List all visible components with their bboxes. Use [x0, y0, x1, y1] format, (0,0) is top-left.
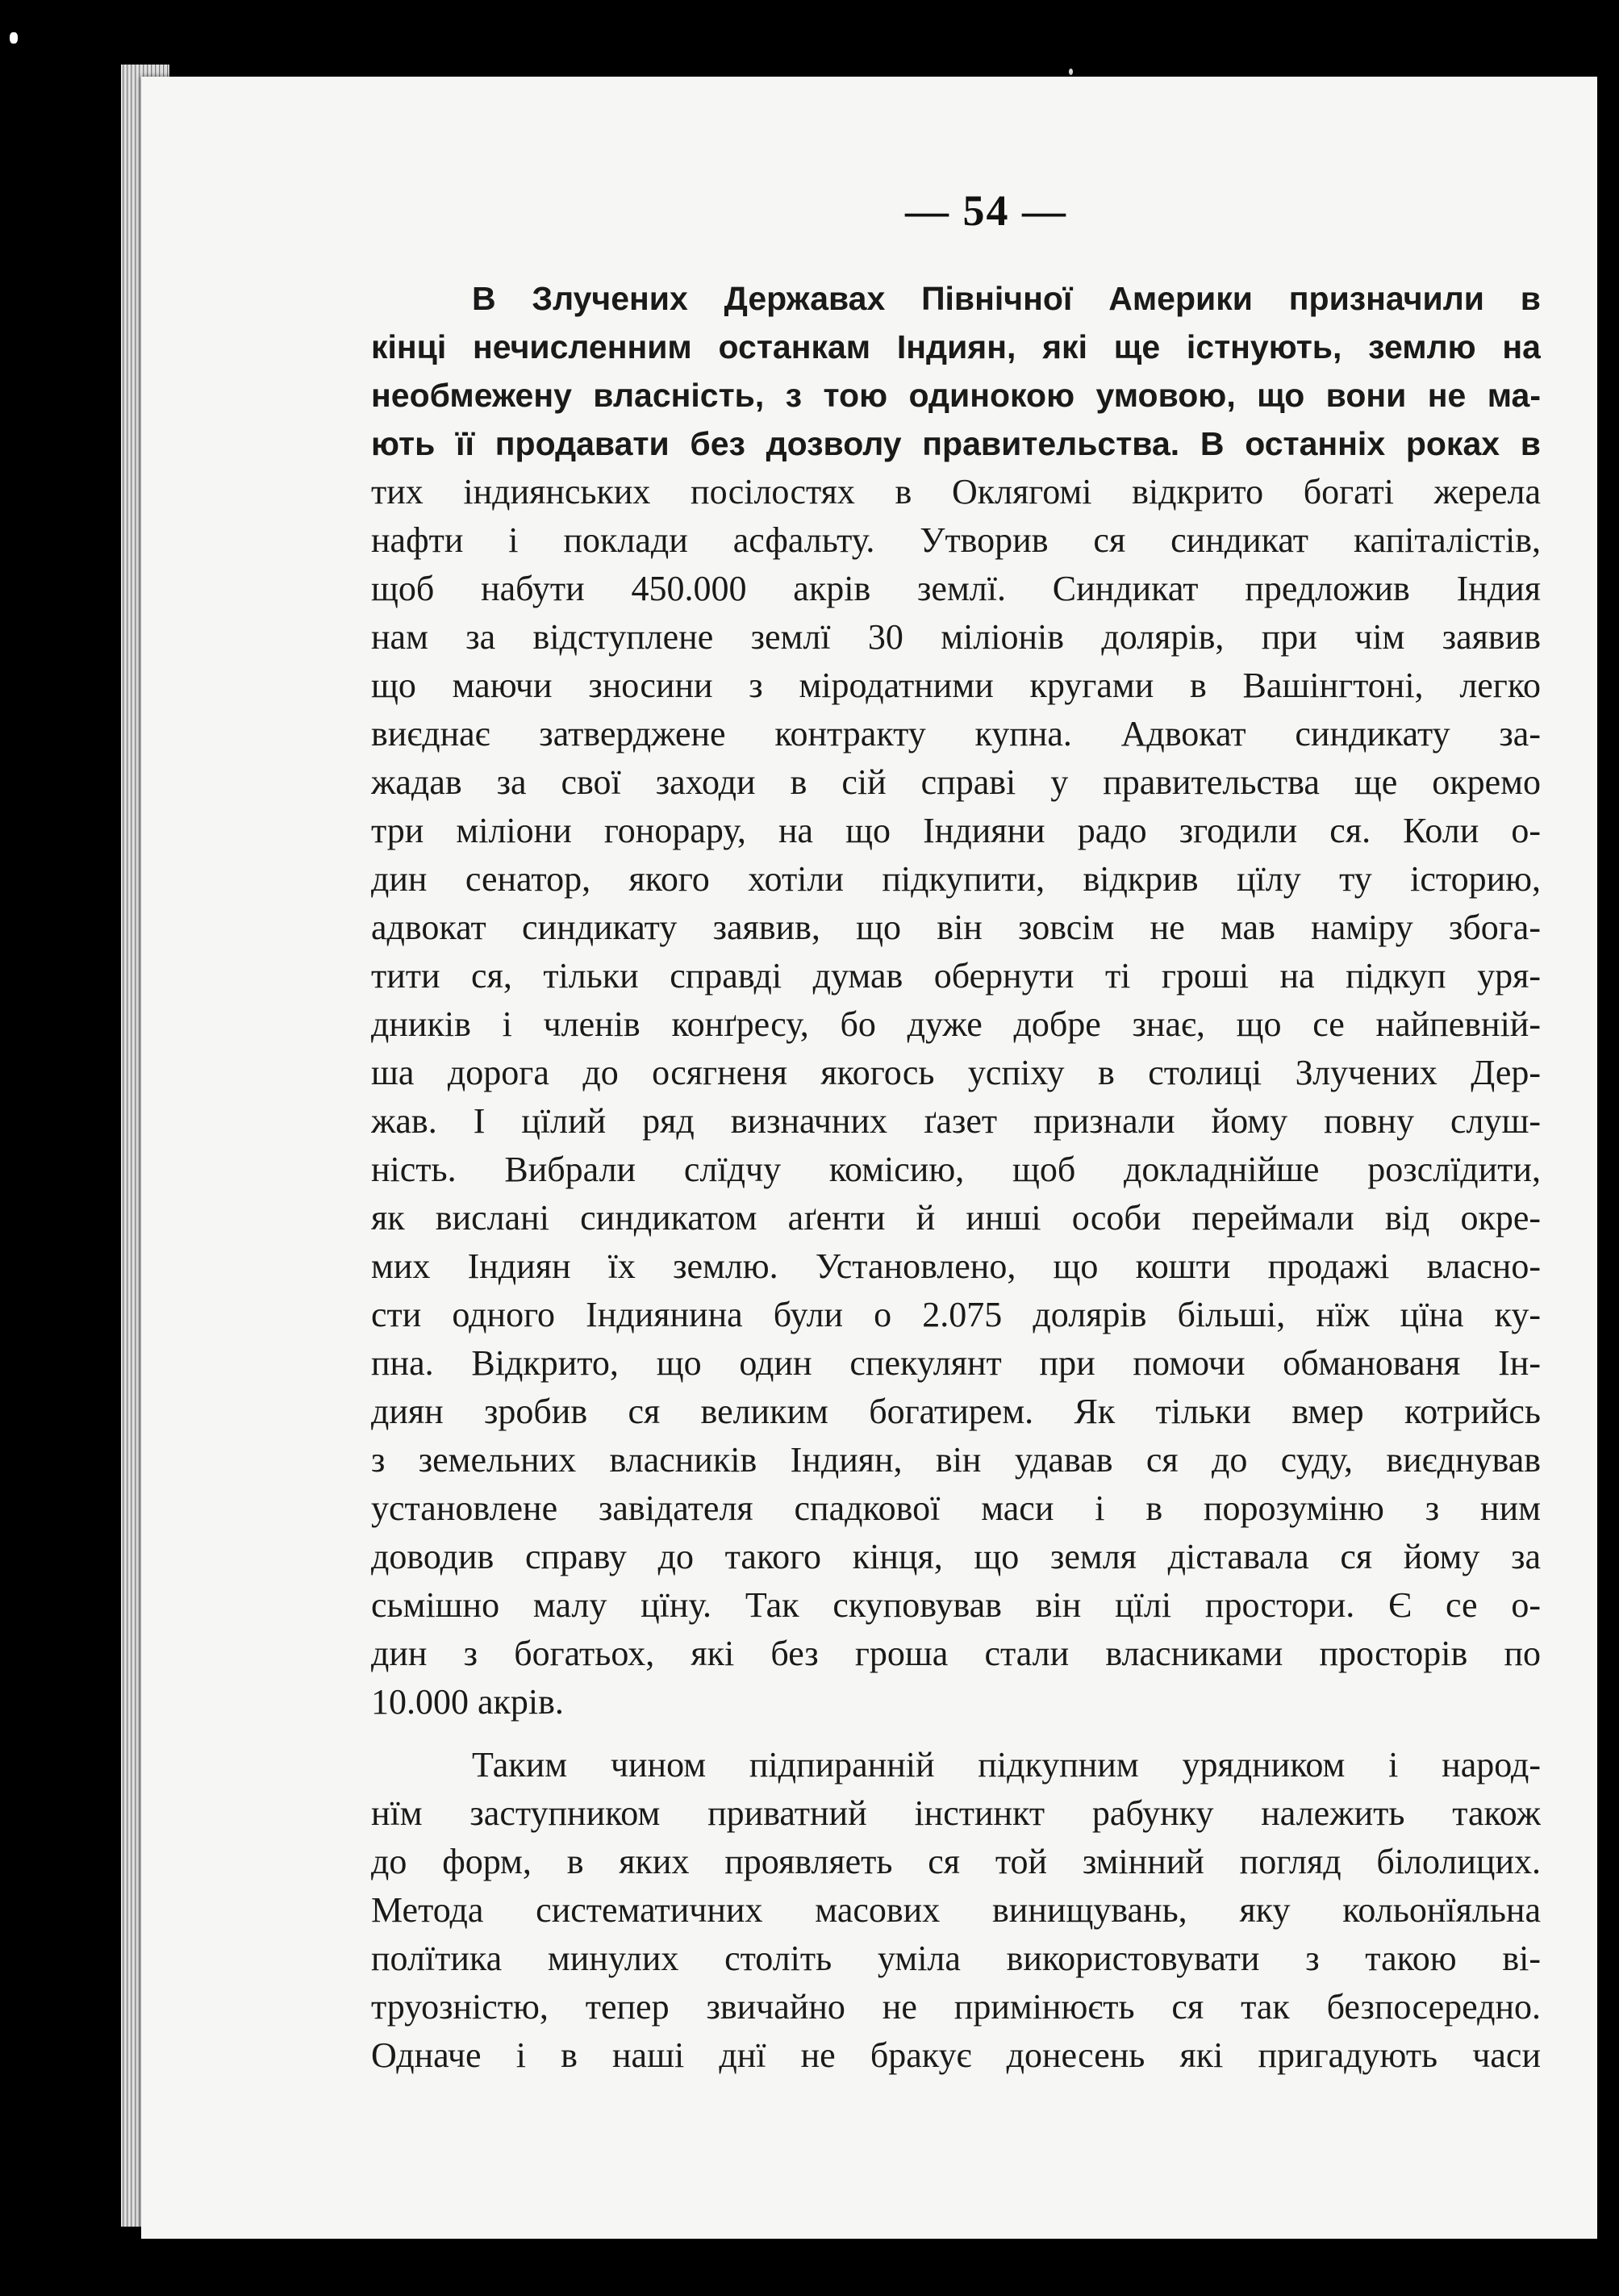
text-line: дин з богатьох, які без гроша стали власниками просторів по: [371, 1634, 1541, 1673]
text-line: Одначе і в наші днї не бракує донесень які пригадують часи: [371, 2035, 1541, 2075]
book-page: [141, 77, 1597, 2239]
paragraph-gap: [371, 1726, 1541, 1741]
text-line: труозністю, тепер звичайно не примінюєть ся так безпосередно.: [371, 1987, 1541, 2027]
text-line: сьмішно малу цїну. Так скуповував він цїлі простори. Є се о-: [371, 1585, 1541, 1625]
page-number: — 54 —: [905, 186, 1067, 235]
text-line: ша дорога до осягненя якогось успіху в столиці Злучених Дер-: [371, 1053, 1541, 1092]
text-line: жадав за свої заходи в сій справі у правительства ще окремо: [371, 762, 1541, 802]
text-line: тих індиянських посілостях в Оклягомі відкрито богаті жерела: [371, 472, 1541, 511]
text-line: як вислані синдикатом аґенти й инші особи переймали від окре-: [371, 1198, 1541, 1238]
text-line: кінці нечисленним останкам Індиян, які ще істнують, землю на: [371, 328, 1541, 365]
text-line: необмежену власність, з тою одинокою умовою, що вони не ма-: [371, 377, 1541, 414]
text-line: полїтика минулих століть уміла використовувати з такою ві-: [371, 1939, 1541, 1978]
text-line: Таким чином підпиранній підкупним урядником і народ-: [472, 1745, 1541, 1785]
text-line: Метода систематичних масових винищувань, яку кольонїяльна: [371, 1890, 1541, 1930]
text-line: диян зробив ся великим богатирем. Як тільки вмер котрийсь: [371, 1392, 1541, 1431]
text-line: нафти і поклади асфальту. Утворив ся синдикат капіталістів,: [371, 520, 1541, 560]
text-line: ність. Вибрали слїдчу комісию, щоб докладнійше розслїдити,: [371, 1150, 1541, 1189]
text-line: з земельних власників Індиян, він удавав ся до суду, виєднував: [371, 1440, 1541, 1480]
text-line: адвокат синдикату заявив, що він зовсім не мав наміру збога-: [371, 908, 1541, 947]
text-line: мих Індиян їх землю. Установлено, що кошти продажі власно-: [371, 1246, 1541, 1286]
text-line: три міліони гонорару, на що Індияни радо згодили ся. Коли о-: [371, 811, 1541, 850]
text-line: В Злучених Державах Північної Америки призначили в: [472, 280, 1541, 317]
body-text: [371, 274, 1541, 2080]
text-line: до форм, в яких проявляеть ся той змінний погляд білолицих.: [371, 1842, 1541, 1881]
paragraph: [371, 1741, 1541, 2080]
text-line: щоб набути 450.000 акрів землї. Синдикат предложив Індия: [371, 569, 1541, 608]
film-speck: [10, 32, 18, 44]
text-line: нїм заступником приватний інстинкт рабунку належить також: [371, 1793, 1541, 1833]
text-line: дин сенатор, якого хотіли підкупити, відкрив цїлу ту історию,: [371, 859, 1541, 899]
text-line: доводив справу до такого кінця, що земля діставала ся йому за: [371, 1537, 1541, 1576]
film-speck: [1069, 69, 1073, 75]
text-line: дників і членів конґресу, бо дуже добре знає, що се найпевній-: [371, 1004, 1541, 1044]
text-line: нам за відступлене землї 30 міліонів долярів, при чім заявив: [371, 617, 1541, 657]
text-line: установлене завідателя спадкової маси і в порозуміню з ним: [371, 1488, 1541, 1528]
text-line: сти одного Індиянина були о 2.075 долярів більші, нїж цїна ку-: [371, 1295, 1541, 1334]
paragraph: [371, 274, 1541, 1726]
text-line: 10.000 акрів.: [371, 1682, 564, 1722]
text-line: що маючи зносини з міродатними кругами в Вашінгтоні, легко: [371, 666, 1541, 705]
text-line: виєднає затверджене контракту купна. Адвокат синдикату за-: [371, 714, 1541, 754]
text-line: ють її продавати без дозволу правительства. В останніх роках в: [371, 425, 1541, 462]
text-line: жав. І цїлий ряд визначних ґазет признали йому повну слуш-: [371, 1101, 1541, 1141]
text-line: тити ся, тільки справді думав обернути ті гроші на підкуп уря-: [371, 956, 1541, 996]
text-line: пна. Відкрито, що один спекулянт при помочи обманованя Ін-: [371, 1343, 1541, 1383]
